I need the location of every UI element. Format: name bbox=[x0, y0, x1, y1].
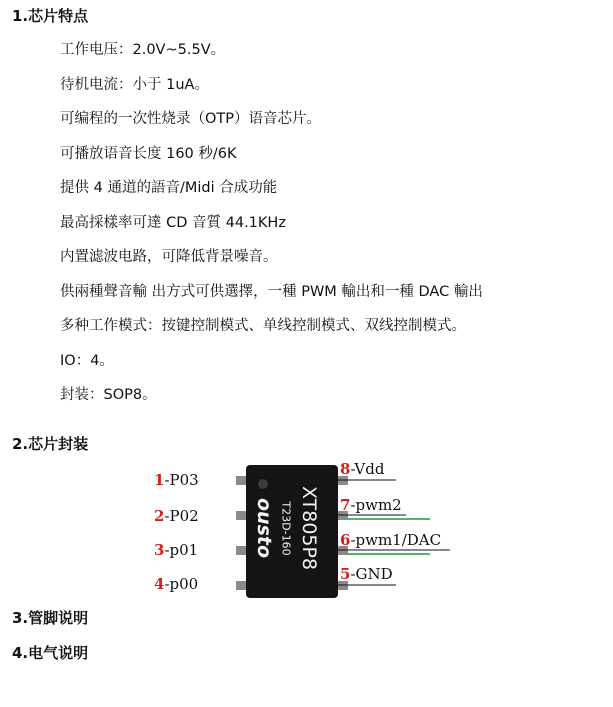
feature-item: 封装：SOP8。 bbox=[60, 387, 157, 403]
pin-label-4 bbox=[154, 575, 198, 593]
pin-label-1 bbox=[154, 471, 199, 489]
feature-item: 内置滤波电路，可降低背景噪音。 bbox=[60, 249, 278, 265]
feature-item: 多种工作模式：按键控制模式、单线控制模式、双线控制模式。 bbox=[60, 318, 466, 334]
pin-number: 2 bbox=[154, 507, 165, 525]
pin-name: -P03 bbox=[164, 471, 199, 489]
pin-label-3 bbox=[154, 541, 198, 559]
section-title-features: 1.芯片特点 bbox=[12, 7, 89, 25]
pin-label-6 bbox=[340, 531, 441, 549]
feature-item: 提供 4 通道的語音/Midi 合成功能 bbox=[60, 180, 278, 196]
chip-brand: ousto bbox=[253, 497, 275, 559]
pin-number: 8 bbox=[340, 460, 351, 478]
pin-number: 7 bbox=[340, 496, 351, 514]
feature-item: 最高採樣率可達 CD 音質 44.1KHz bbox=[60, 214, 286, 231]
pin-label-8 bbox=[340, 460, 384, 478]
section-title-pins: 3.管脚说明 bbox=[12, 609, 89, 627]
pin-number: 6 bbox=[340, 531, 351, 549]
pin-label-5 bbox=[340, 565, 393, 583]
pin-number: 3 bbox=[154, 541, 165, 559]
feature-item: 可播放语音长度 160 秒/6K bbox=[60, 145, 237, 162]
pin-name: -p00 bbox=[164, 575, 199, 593]
pin-number: 5 bbox=[340, 565, 351, 583]
pin-name: -GND bbox=[350, 565, 393, 583]
pin-name: -P02 bbox=[164, 507, 199, 525]
pin-name: -Vdd bbox=[350, 460, 385, 478]
pin-number: 4 bbox=[154, 575, 165, 593]
chip-model: XT805P8 bbox=[298, 485, 320, 571]
chip-body bbox=[246, 465, 338, 598]
pin-name: -pwm2 bbox=[350, 496, 402, 514]
feature-item: 供兩種聲音輸 出方式可供選擇，一種 PWM 輸出和一種 DAC 輸出 bbox=[60, 283, 483, 300]
feature-item: 可编程的一次性烧录（OTP）语音芯片。 bbox=[60, 111, 322, 127]
feature-item: IO：4。 bbox=[60, 352, 114, 369]
section-title-electrical: 4.电气说明 bbox=[12, 644, 89, 662]
sop8-package-diagram bbox=[150, 460, 450, 598]
pin-number: 1 bbox=[154, 471, 165, 489]
pin-name: -p01 bbox=[164, 541, 199, 559]
section-title-package: 2.芯片封装 bbox=[12, 435, 89, 453]
feature-list bbox=[60, 40, 483, 420]
chip-code: T23D-160 bbox=[279, 501, 293, 556]
pin-label-2 bbox=[154, 507, 199, 525]
pin-name: -pwm1/DAC bbox=[350, 531, 442, 549]
pin-label-7 bbox=[340, 496, 402, 514]
feature-item: 待机电流：小于 1uA。 bbox=[60, 76, 209, 93]
feature-item: 工作电压：2.0V~5.5V。 bbox=[60, 42, 226, 58]
